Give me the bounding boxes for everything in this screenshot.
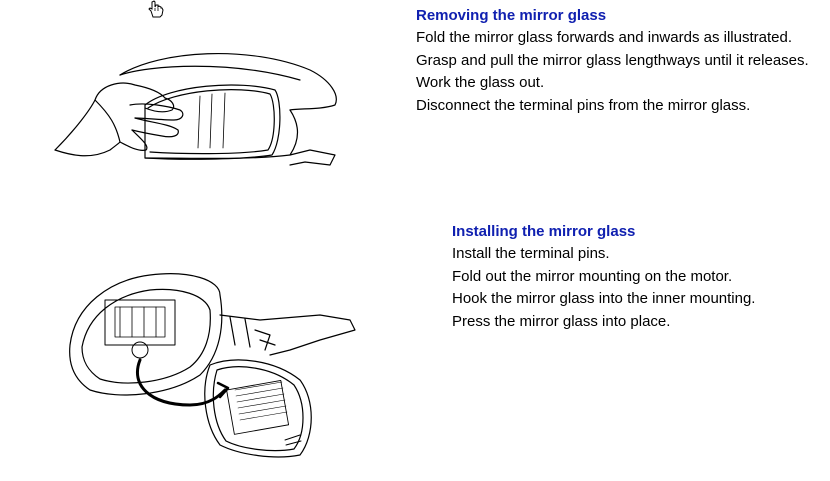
- installing-title: Installing the mirror glass: [452, 223, 636, 240]
- removing-step-3: Work the glass out.: [416, 74, 545, 91]
- removing-section: [416, 5, 826, 117]
- installing-step-3: Hook the mirror glass into the inner mounting.: [452, 290, 756, 307]
- installing-section: [452, 221, 827, 333]
- removing-step-4: Disconnect the terminal pins from the mirror glass.: [416, 96, 751, 114]
- installing-step-2: Fold out the mirror mounting on the motor.: [452, 267, 733, 285]
- mirror-removal-illustration: [50, 30, 340, 185]
- removing-step-1: Fold the mirror glass forwards and inwards as illustrated.: [416, 29, 792, 46]
- installing-step-4: Press the mirror glass into place.: [452, 312, 671, 330]
- removing-step-2: Grasp and pull the mirror glass lengthways until it releases.: [416, 51, 809, 69]
- mirror-installation-illustration: [60, 255, 360, 465]
- installing-step-1: Install the terminal pins.: [452, 245, 610, 262]
- hand-cursor-icon: [146, 0, 166, 18]
- removing-title: Removing the mirror glass: [416, 7, 607, 24]
